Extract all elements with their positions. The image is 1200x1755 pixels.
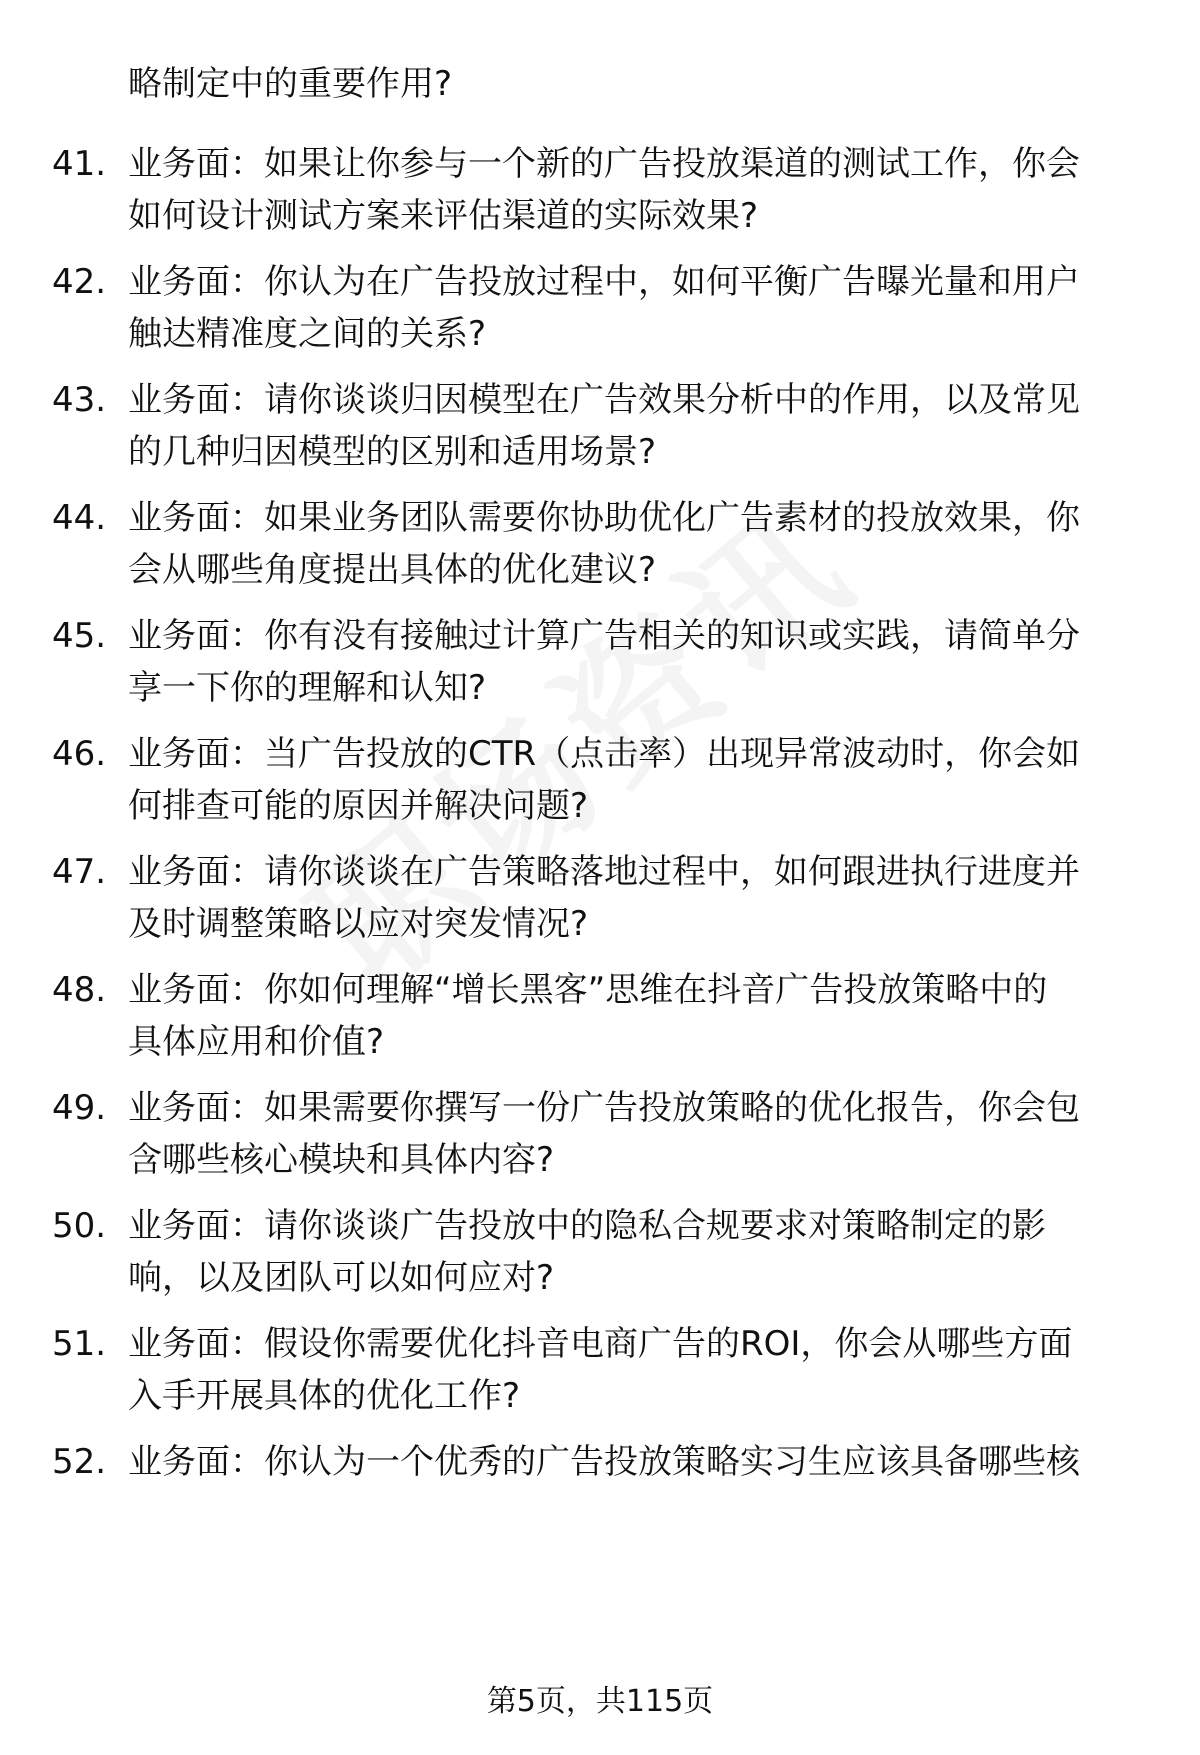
question-text-line: 含哪些核心模块和具体内容?: [128, 1140, 555, 1180]
question-number: 48.: [52, 970, 107, 1010]
question-number: 50.: [52, 1206, 107, 1246]
question-text-line: 业务面：你认为一个优秀的广告投放策略实习生应该具备哪些核: [128, 1442, 1080, 1482]
question-text-line: 业务面：当广告投放的CTR（点击率）出现异常波动时，你会如: [128, 734, 1081, 774]
question-item: [0, 610, 1200, 720]
question-text-line: 业务面：请你谈谈广告投放中的隐私合规要求对策略制定的影: [128, 1206, 1046, 1246]
question-text-line: 业务面：你如何理解“增长黑客”思维在抖音广告投放策略中的: [128, 970, 1048, 1010]
question-text-line: 业务面：如果业务团队需要你协助优化广告素材的投放效果，你: [128, 498, 1080, 538]
question-number: 44.: [52, 498, 107, 538]
question-text-line: 业务面：假设你需要优化抖音电商广告的ROI，你会从哪些方面: [128, 1324, 1073, 1364]
question-text-line: 会从哪些角度提出具体的优化建议?: [128, 550, 657, 590]
question-text-line: 业务面：如果让你参与一个新的广告投放渠道的测试工作，你会: [128, 144, 1080, 184]
question-item: [0, 846, 1200, 956]
question-text-line: 响，以及团队可以如何应对?: [128, 1258, 555, 1298]
question-number: 42.: [52, 262, 107, 302]
question-text-line: 业务面：你有没有接触过计算广告相关的知识或实践，请简单分: [128, 616, 1080, 656]
question-item: [0, 374, 1200, 484]
question-number: 43.: [52, 380, 107, 420]
question-text-line: 触达精准度之间的关系?: [128, 314, 487, 354]
page-number-footer: 第5页，共115页: [486, 1684, 714, 1719]
question-text-line: 如何设计测试方案来评估渠道的实际效果?: [128, 196, 759, 236]
question-item: [0, 138, 1200, 248]
question-text-line: 及时调整策略以应对突发情况?: [128, 904, 589, 944]
question-number: 51.: [52, 1324, 107, 1364]
question-item: [0, 728, 1200, 838]
question-number: 52.: [52, 1442, 107, 1482]
question-number: 46.: [52, 734, 107, 774]
question-item: [0, 1436, 1200, 1546]
question-item: [0, 1318, 1200, 1428]
question-text-line: 享一下你的理解和认知?: [128, 668, 487, 708]
question-text-line: 何排查可能的原因并解决问题?: [128, 786, 589, 826]
question-text-line: 入手开展具体的优化工作?: [128, 1376, 521, 1416]
question-number: 45.: [52, 616, 107, 656]
question-item: [0, 492, 1200, 602]
question-text-line: 业务面：请你谈谈归因模型在广告效果分析中的作用，以及常见: [128, 380, 1080, 420]
question-item: [0, 1200, 1200, 1310]
continued-question-text: 略制定中的重要作用?: [128, 64, 453, 104]
question-text-line: 业务面：你认为在广告投放过程中，如何平衡广告曝光量和用户: [128, 262, 1080, 302]
question-text-line: 的几种归因模型的区别和适用场景?: [128, 432, 657, 472]
question-number: 49.: [52, 1088, 107, 1128]
question-number: 47.: [52, 852, 107, 892]
question-item: [0, 1082, 1200, 1192]
question-number: 41.: [52, 144, 107, 184]
question-text-line: 具体应用和价值?: [128, 1022, 385, 1062]
question-text-line: 业务面：请你谈谈在广告策略落地过程中，如何跟进执行进度并: [128, 852, 1080, 892]
question-text-line: 业务面：如果需要你撰写一份广告投放策略的优化报告，你会包: [128, 1088, 1080, 1128]
question-item: [0, 256, 1200, 366]
question-item: [0, 964, 1200, 1074]
